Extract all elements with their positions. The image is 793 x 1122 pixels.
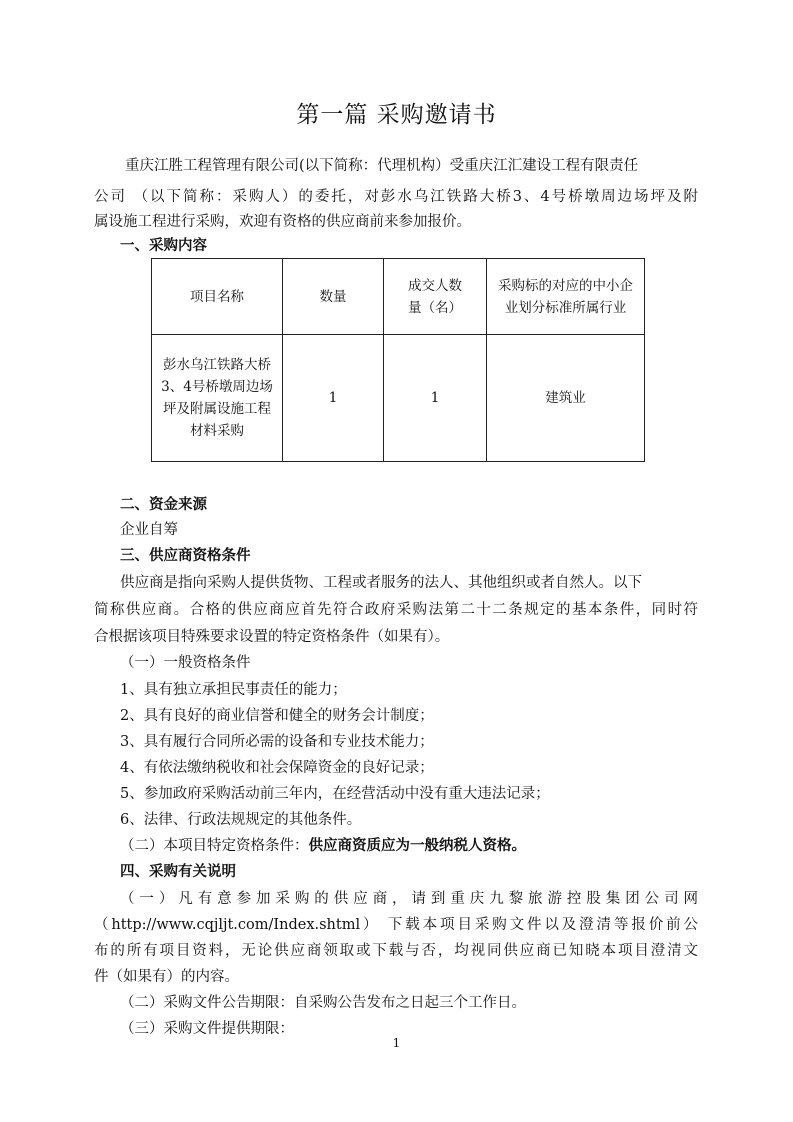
- general-item-5: 5、参加政府采购活动前三年内，在经营活动中没有重大违法记录；: [120, 786, 550, 802]
- general-item-6: 6、法律、行政法规规定的其他条件。: [120, 812, 362, 828]
- section-heading-notes: 四、采购有关说明: [120, 863, 236, 880]
- cell-quantity: 1: [283, 335, 384, 462]
- table-header-row: [152, 259, 645, 335]
- funding-text: 企业自筹: [120, 522, 178, 538]
- notes-line-1: （一）凡有意参加采购的供应商，请到重庆九黎旅游控股集团公司网: [120, 891, 698, 907]
- section-heading-funding: 二、资金来源: [120, 496, 207, 513]
- general-item-1: 1、具有独立承担民事责任的能力；: [120, 682, 347, 698]
- notes-provision-period: （三）采购文件提供期限：: [120, 1021, 294, 1037]
- general-qualification-title: （一）一般资格条件: [120, 655, 251, 671]
- notes-line-2: （http://www.cqjljt.com/Index.shtml） 下载本项目采购文件以及澄清等报价前公: [94, 917, 698, 933]
- general-item-2: 2、具有良好的商业信誉和健全的财务会计制度；: [120, 708, 434, 724]
- intro-line-3: 属设施工程进行采购，欢迎有资格的供应商前来参加报价。: [94, 214, 471, 230]
- page-title: 第一篇 采购邀请书: [296, 102, 497, 128]
- general-item-3: 3、具有履行合同所必需的设备和专业技术能力；: [120, 734, 434, 750]
- cell-item-name: 彭水乌江铁路大桥3、4号桥墩周边场坪及附属设施工程材料采购: [152, 335, 283, 462]
- notes-line-3: 布的所有项目资料，无论供应商领取或下载与否，均视同供应商已知晓本项目澄清文: [94, 943, 698, 959]
- header-quantity: 数量: [283, 259, 384, 335]
- section-heading-content: 一、采购内容: [120, 237, 207, 254]
- cell-winner-count: 1: [384, 335, 487, 462]
- page-number: 1: [392, 1036, 401, 1050]
- qualification-line-2: 简称供应商。合格的供应商应首先符合政府采购法第二十二条规定的基本条件，同时符: [94, 602, 698, 618]
- specific-qualification: [120, 836, 526, 856]
- section-heading-qualification: 三、供应商资格条件: [120, 547, 251, 564]
- header-item-name: 项目名称: [152, 259, 283, 335]
- specific-qualification-label: （二）本项目特定资格条件：: [120, 838, 309, 854]
- qualification-line-1: 供应商是指向采购人提供货物、工程或者服务的法人、其他组织或者自然人。以下: [120, 575, 642, 591]
- intro-line-1: 重庆江胜工程管理有限公司(以下简称：代理机构）受重庆江汇建设工程有限责任: [125, 158, 639, 174]
- qualification-line-3: 合根据该项目特殊要求设置的特定资格条件（如果有）。: [94, 629, 450, 645]
- notes-line-4: 件（如果有）的内容。: [94, 969, 239, 985]
- intro-line-2: 公司 （以下简称：采购人）的委托，对彭水乌江铁路大桥3、4号桥墩周边场坪及附: [94, 189, 698, 205]
- header-industry: 采购标的对应的中小企业划分标准所属行业: [487, 259, 645, 335]
- table-row: [152, 335, 645, 462]
- notes-announcement-period: （二）采购文件公告期限：自采购公告发布之日起三个工作日。: [120, 995, 526, 1011]
- cell-industry: 建筑业: [487, 335, 645, 462]
- general-item-4: 4、有依法缴纳税收和社会保障资金的良好记录；: [120, 760, 434, 776]
- specific-qualification-value: 供应商资质应为一般纳税人资格。: [308, 837, 526, 854]
- procurement-table: [151, 258, 645, 462]
- header-winner-count: 成交人数量（名）: [384, 259, 487, 335]
